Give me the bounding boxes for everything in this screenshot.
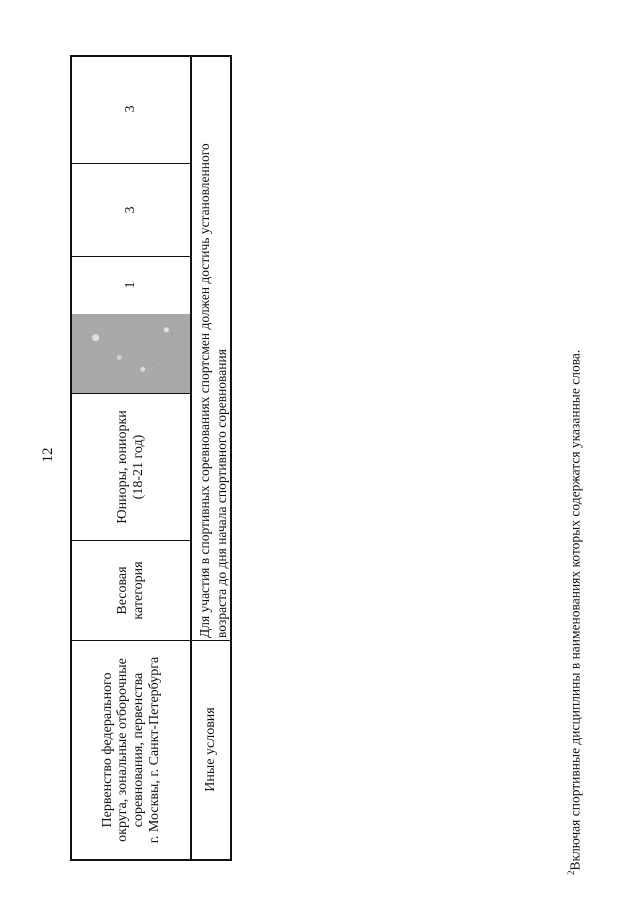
table-border-bottom [70, 859, 232, 861]
other-conditions-label: Иные условия [203, 707, 219, 792]
value-cell-1: 1 [123, 281, 139, 289]
age-group-cell: Юниоры, юниорки (18-21 год) [115, 410, 146, 524]
value-cell-2: 3 [123, 206, 139, 214]
footnote-marker: 2 [566, 870, 576, 875]
competition-cell: Первенство федерального округа, зональные отборочные соревнования, первенства г. Москвы, г. Санкт-Петербурга [99, 656, 162, 844]
footnote [566, 255, 586, 875]
footnote-text: Включая спортивные дисциплины в наименованиях которых содержатся указанные слова. [567, 349, 583, 871]
other-conditions-text: Для участия в спортивных соревнованиях спортсмен должен достичь установленного возраста до дня начала спортивного соревнования [197, 143, 229, 638]
shaded-cell [72, 314, 190, 393]
discipline-cell: Весовая категория [115, 561, 146, 620]
page-number: 12 [40, 447, 56, 463]
value-cell-3: 3 [123, 105, 139, 113]
